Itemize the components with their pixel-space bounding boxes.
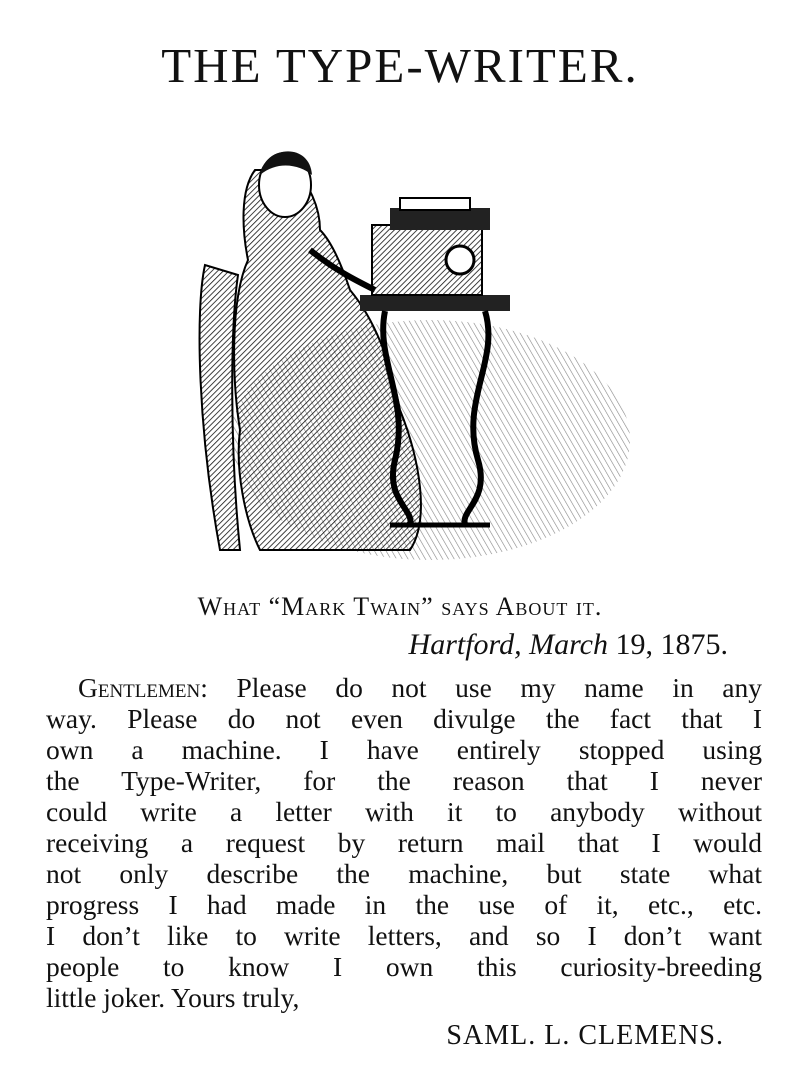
signature: SAML. L. CLEMENS. (446, 1020, 724, 1051)
letter-line: way. Please do not even divulge the fact that I (46, 703, 762, 734)
dateline (409, 628, 728, 662)
letter-line: own a machine. I have entirely stopped using (46, 734, 762, 765)
dateline-place: Hartford, (408, 628, 522, 661)
letter-line: receiving a request by return mail that I would (46, 827, 762, 858)
letter-line: little joker. Yours truly, (46, 982, 300, 1013)
letter-line: I don’t like to write letters, and so I don’t want (46, 920, 762, 951)
salutation: Gentlemen: (78, 672, 208, 703)
typewriter-illustration (160, 130, 640, 560)
letter-line: Gentlemen: Please do not use my name in any (78, 672, 763, 703)
letter-line: progress I had made in the use of it, etc., etc. (46, 889, 762, 920)
letter-line: not only describe the machine, but state what (46, 858, 762, 889)
dateline-month: March (529, 628, 608, 661)
letter-heading: What “Mark Twain” says About it. (197, 592, 603, 621)
letter-line: the Type-Writer, for the reason that I never (46, 765, 762, 796)
letter-line: could write a letter with it to anybody without (46, 796, 762, 827)
dateline-day-year: 19, 1875. (615, 628, 728, 661)
letter-line: people to know I own this curiosity-breeding (46, 951, 762, 982)
letter-body (46, 672, 762, 1013)
page-title: THE TYPE-WRITER. (161, 38, 639, 93)
